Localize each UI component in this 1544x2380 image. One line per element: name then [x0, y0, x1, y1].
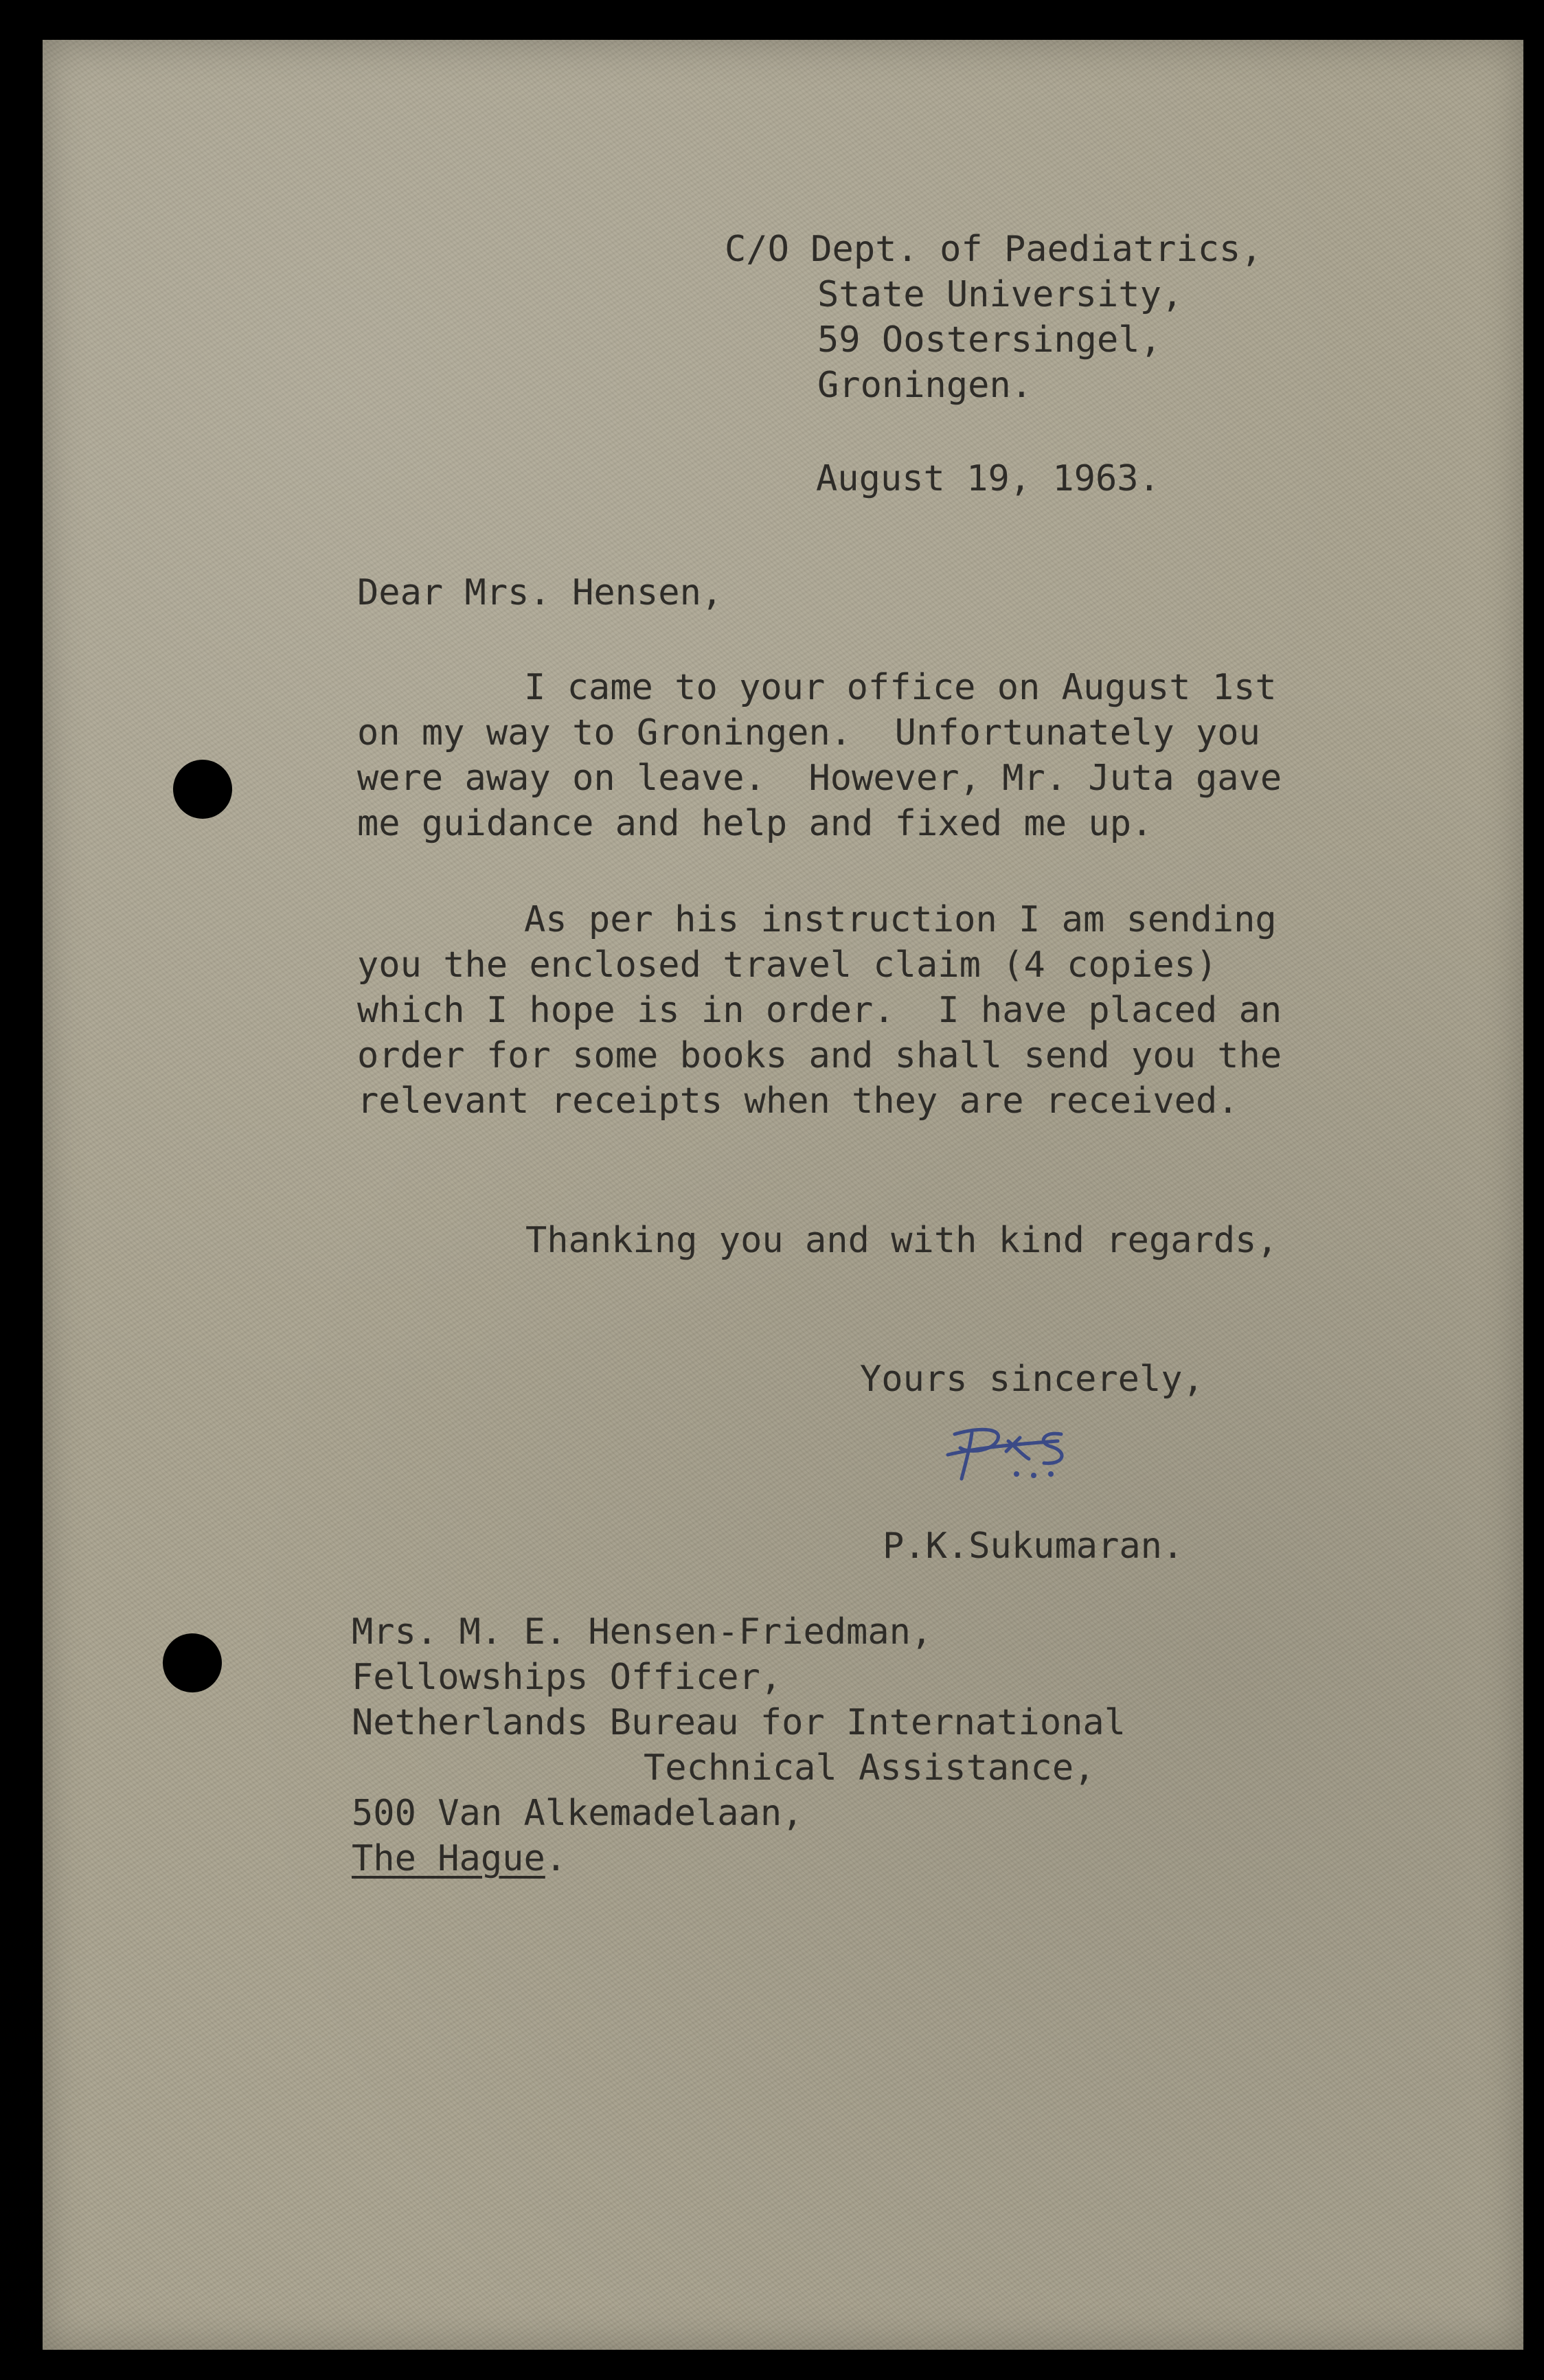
- body-paragraph-2: [357, 897, 1282, 1124]
- letter-date: August 19, 1963.: [816, 458, 1160, 499]
- punch-hole-top: [173, 760, 232, 819]
- sender-address-line: Groningen.: [817, 365, 1033, 406]
- valediction: Yours sincerely,: [860, 1359, 1204, 1400]
- recipient-city-period: .: [545, 1838, 567, 1879]
- recipient-city: The Hague: [352, 1838, 545, 1879]
- paragraph-line: relevant receipts when they are received.: [357, 1080, 1239, 1122]
- paragraph-line: As per his instruction I am sending: [524, 899, 1277, 940]
- typed-signature-name: P.K.Sukumaran.: [883, 1526, 1184, 1567]
- paragraph-line: on my way to Groningen. Unfortunately you: [357, 712, 1260, 753]
- recipient-name: Mrs. M. E. Hensen-Friedman,: [352, 1611, 933, 1653]
- recipient-organization-cont: Technical Assistance,: [644, 1747, 1095, 1789]
- salutation: Dear Mrs. Hensen,: [357, 572, 723, 613]
- paragraph-line: order for some books and shall send you the: [357, 1035, 1282, 1076]
- sender-address-line: 59 Oostersingel,: [817, 319, 1161, 361]
- punch-hole-bottom: [163, 1633, 222, 1692]
- recipient-street: 500 Van Alkemadelaan,: [352, 1793, 804, 1834]
- paragraph-line: I came to your office on August 1st: [524, 667, 1277, 708]
- handwritten-signature: [941, 1414, 1099, 1489]
- sender-address-line: C/O Dept. of Paediatrics,: [725, 229, 1262, 270]
- closing-thanks: Thanking you and with kind regards,: [525, 1220, 1278, 1261]
- sender-address-line: State University,: [817, 274, 1183, 315]
- paragraph-line: me guidance and help and fixed me up.: [357, 803, 1153, 844]
- body-paragraph-1: [357, 665, 1282, 846]
- recipient-address: [352, 1609, 1126, 1881]
- recipient-title: Fellowships Officer,: [352, 1657, 782, 1698]
- recipient-organization: Netherlands Bureau for International: [352, 1702, 1126, 1743]
- paragraph-line: which I hope is in order. I have placed an: [357, 990, 1282, 1031]
- sender-address: [725, 227, 1262, 408]
- paragraph-line: were away on leave. However, Mr. Juta gave: [357, 758, 1282, 799]
- paragraph-line: you the enclosed travel claim (4 copies): [357, 944, 1218, 986]
